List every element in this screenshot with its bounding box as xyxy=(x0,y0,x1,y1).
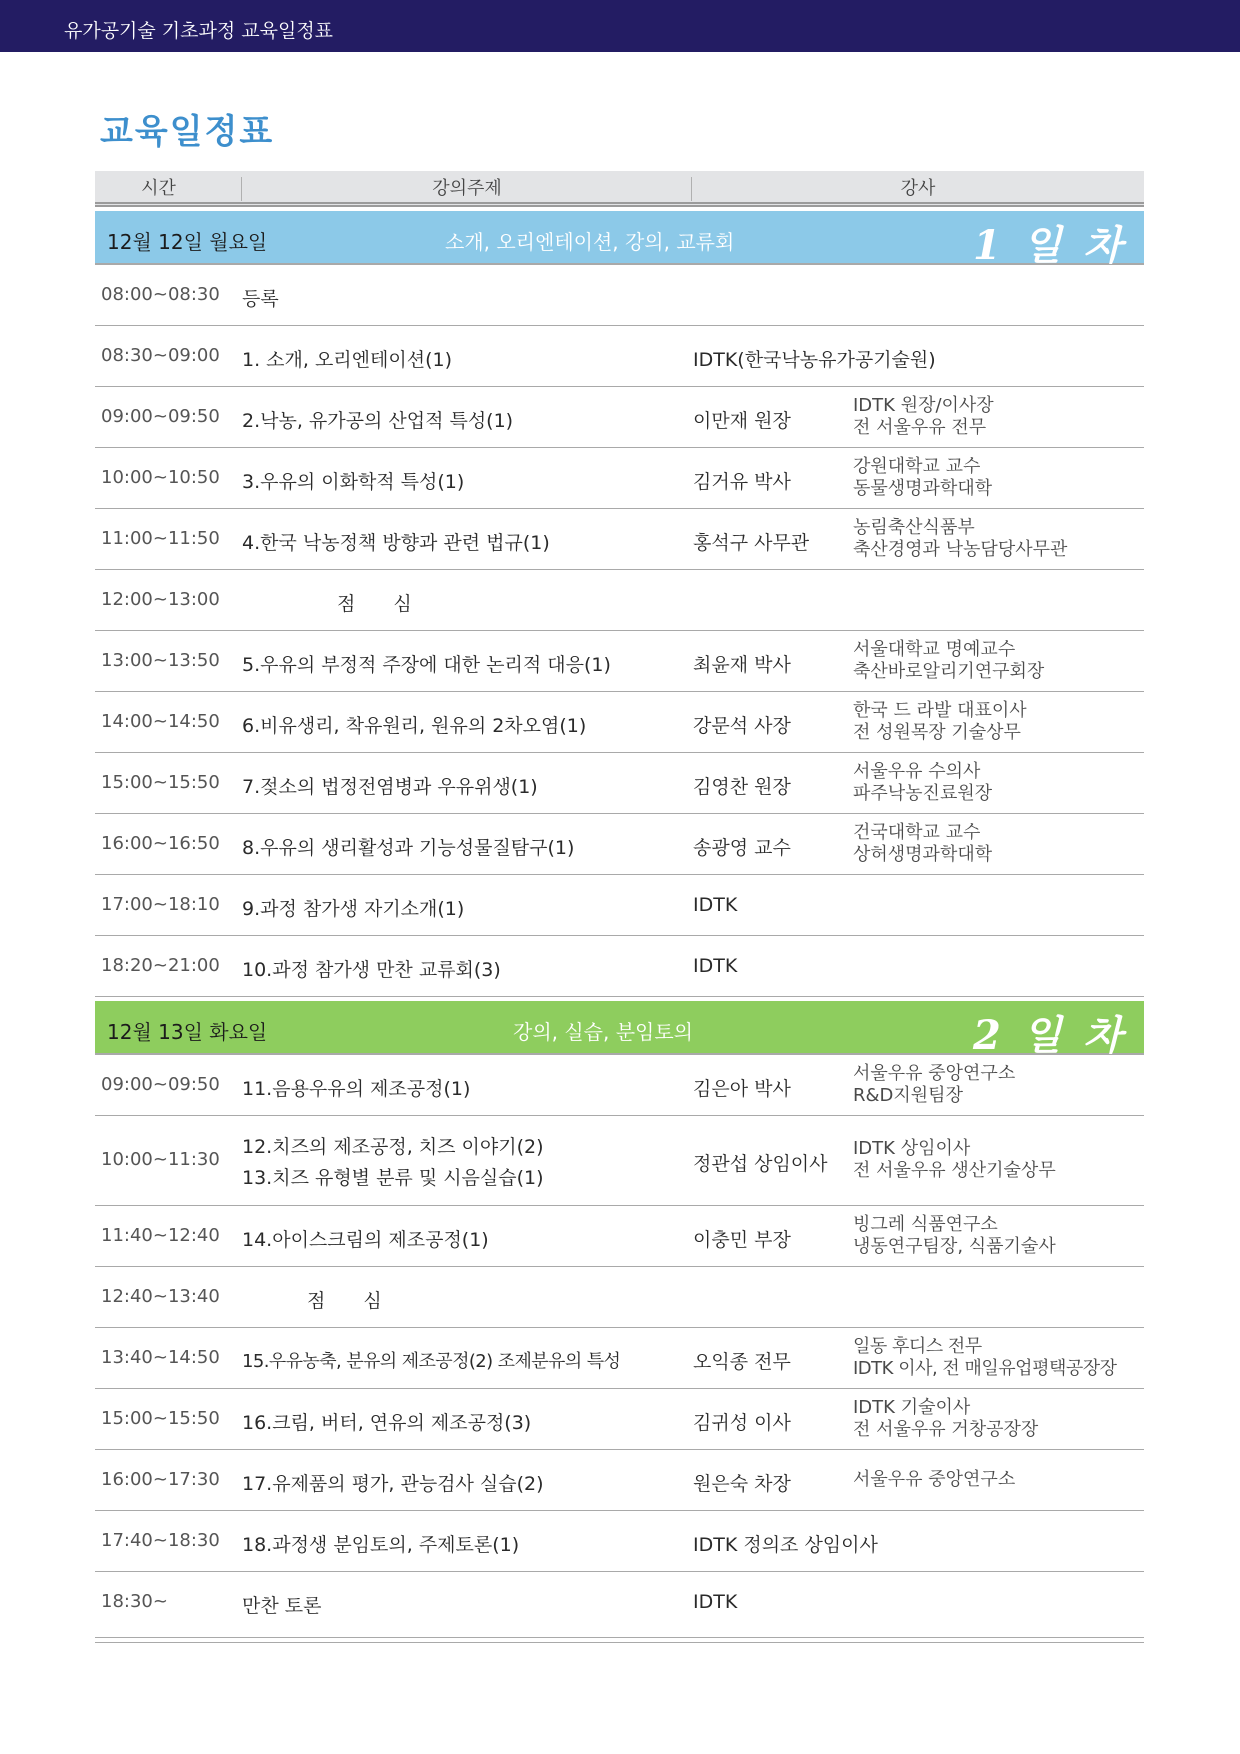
row-speaker: 이충민 부장 xyxy=(693,1229,791,1251)
row-speaker: 정관섭 상임이사 xyxy=(693,1153,828,1175)
row-time: 18:20~21:00 xyxy=(101,955,220,976)
row-affiliation xyxy=(853,761,992,805)
affiliation-line: 빙그레 식품연구소 xyxy=(853,1214,998,1235)
affiliation-line: 동물생명과학대학 xyxy=(853,478,993,499)
affiliation-line: 한국 드 라발 대표이사 xyxy=(853,700,1027,721)
row-topic: 2.낙농, 유가공의 산업적 특성(1) xyxy=(242,410,514,432)
affiliation-line: 건국대학교 교수 xyxy=(853,822,981,843)
table-row xyxy=(95,936,1144,997)
table-row xyxy=(95,387,1144,448)
table-row xyxy=(95,631,1144,692)
row-topic: 16.크림, 버터, 연유의 제조공정(3) xyxy=(242,1412,532,1434)
row-topic: 18.과정생 분임토의, 주제토론(1) xyxy=(242,1534,520,1556)
page-title: 교육일정표 xyxy=(100,112,275,152)
day-header-1 xyxy=(95,211,1144,269)
document-header-title: 유가공기술 기초과정 교육일정표 xyxy=(64,20,334,42)
affiliation-line: 농림축산식품부 xyxy=(853,517,975,538)
table-row xyxy=(95,1328,1144,1389)
row-topic: 1. 소개, 오리엔테이션(1) xyxy=(242,349,452,371)
row-time: 12:40~13:40 xyxy=(101,1286,220,1307)
column-header-topic: 강의주제 xyxy=(432,178,502,199)
row-time: 09:00~09:50 xyxy=(101,406,220,427)
table-row xyxy=(95,448,1144,509)
affiliation-line: 서울대학교 명예교수 xyxy=(853,639,1016,660)
table-row xyxy=(95,875,1144,936)
row-speaker: 홍석구 사무관 xyxy=(693,532,810,554)
row-affiliation xyxy=(853,456,992,500)
affiliation-line: 전 성원목장 기술상무 xyxy=(853,722,1021,743)
row-speaker: 원은숙 차장 xyxy=(693,1473,791,1495)
row-time: 15:00~15:50 xyxy=(101,772,220,793)
column-header-speaker: 강사 xyxy=(900,178,936,199)
row-affiliation xyxy=(853,395,994,439)
row-time: 17:40~18:30 xyxy=(101,1530,220,1551)
row-time: 14:00~14:50 xyxy=(101,711,220,732)
row-time: 15:00~15:50 xyxy=(101,1408,220,1429)
row-time: 09:00~09:50 xyxy=(101,1074,220,1095)
row-affiliation xyxy=(853,822,992,866)
affiliation-line: IDTK 기술이사 xyxy=(853,1397,971,1418)
row-speaker: 김영찬 원장 xyxy=(693,776,791,798)
row-topic: 4.한국 낙농정책 방향과 관련 법규(1) xyxy=(242,532,550,554)
row-affiliation xyxy=(853,700,1027,744)
day-date: 12월 12일 월요일 xyxy=(107,230,268,254)
row-topic: 3.우유의 이화학적 특성(1) xyxy=(242,471,465,493)
row-time: 13:40~14:50 xyxy=(101,1347,220,1368)
row-topic: 6.비유생리, 착유원리, 원유의 2차오염(1) xyxy=(242,715,587,737)
day-theme: 강의, 실습, 분임토의 xyxy=(513,1020,693,1044)
row-affiliation xyxy=(853,1469,1015,1491)
table-row xyxy=(95,509,1144,570)
affiliation-line: 강원대학교 교수 xyxy=(853,456,981,477)
table-header xyxy=(95,171,1144,207)
row-speaker: 강문석 사장 xyxy=(693,715,791,737)
table-row xyxy=(95,814,1144,875)
affiliation-line: 서울우유 수의사 xyxy=(853,761,981,782)
affiliation-line: 축산바로알리기연구회장 xyxy=(853,661,1045,682)
day-date: 12월 13일 화요일 xyxy=(107,1020,268,1044)
table-row xyxy=(95,1389,1144,1450)
row-topic: 10.과정 참가생 만찬 교류회(3) xyxy=(242,959,501,981)
row-speaker: IDTK xyxy=(693,1591,738,1613)
table-row xyxy=(95,1206,1144,1267)
table-row-lunch xyxy=(95,570,1144,631)
row-time: 13:00~13:50 xyxy=(101,650,220,671)
row-affiliation xyxy=(853,639,1044,683)
affiliation-line: IDTK 상임이사 xyxy=(853,1138,971,1159)
row-speaker: IDTK xyxy=(693,894,738,916)
row-speaker: 최윤재 박사 xyxy=(693,654,791,676)
row-topic: 7.젖소의 법정전염병과 우유위생(1) xyxy=(242,776,538,798)
row-speaker: IDTK(한국낙농유가공기술원) xyxy=(693,349,936,371)
table-row xyxy=(95,1116,1144,1206)
affiliation-line: 전 서울우유 전무 xyxy=(853,417,987,438)
row-topic: 15.우유농축, 분유의 제조공정(2) 조제분유의 특성 xyxy=(242,1351,621,1372)
affiliation-line: 파주낙농진료원장 xyxy=(853,783,993,804)
affiliation-line: 냉동연구팀장, 식품기술사 xyxy=(853,1236,1056,1257)
row-speaker: IDTK 정의조 상임이사 xyxy=(693,1534,878,1556)
table-row xyxy=(95,1055,1144,1116)
row-topic: 등록 xyxy=(242,288,279,310)
row-speaker: 김귀성 이사 xyxy=(693,1412,791,1434)
row-affiliation xyxy=(853,517,1067,561)
column-header-time: 시간 xyxy=(141,178,176,199)
top-banner xyxy=(0,0,1240,52)
day-header-2 xyxy=(95,1001,1144,1059)
row-speaker: 이만재 원장 xyxy=(693,410,791,432)
row-topic: 5.우유의 부정적 주장에 대한 논리적 대응(1) xyxy=(242,654,611,676)
table-row xyxy=(95,1511,1144,1572)
row-speaker: 송광영 교수 xyxy=(693,837,791,859)
table-end-rule xyxy=(95,1637,1144,1643)
day-label: 1 일 차 xyxy=(973,222,1126,269)
affiliation-line: 서울우유 중앙연구소 xyxy=(853,1063,1016,1084)
affiliation-line: R&D지원팀장 xyxy=(853,1085,963,1106)
row-time: 12:00~13:00 xyxy=(101,589,220,610)
row-speaker: 김은아 박사 xyxy=(693,1078,791,1100)
row-time: 18:30~ xyxy=(101,1591,168,1612)
row-affiliation xyxy=(853,1063,1015,1107)
row-affiliation xyxy=(853,1138,1056,1182)
day-label: 2 일 차 xyxy=(973,1012,1126,1059)
row-affiliation xyxy=(853,1397,1038,1441)
row-time: 11:00~11:50 xyxy=(101,528,220,549)
affiliation-line: 전 서울우유 생산기술상무 xyxy=(853,1160,1056,1181)
schedule-table xyxy=(95,171,1144,1643)
table-row xyxy=(95,265,1144,326)
affiliation-line: 일동 후디스 전무 xyxy=(853,1336,982,1357)
affiliation-line: 전 서울우유 거창공장장 xyxy=(853,1419,1039,1440)
row-topic: 만찬 토론 xyxy=(242,1595,322,1617)
table-row xyxy=(95,692,1144,753)
row-speaker: 오익종 전무 xyxy=(693,1351,791,1373)
row-affiliation xyxy=(853,1336,1117,1380)
affiliation-line: IDTK 이사, 전 매일유업평택공장장 xyxy=(853,1358,1117,1379)
row-topic: 13.치즈 유형별 분류 및 시음실습(1) xyxy=(242,1167,544,1189)
row-topic: 17.유제품의 평가, 관능검사 실습(2) xyxy=(242,1473,544,1495)
row-topic: 9.과정 참가생 자기소개(1) xyxy=(242,898,465,920)
affiliation-line: 서울우유 중앙연구소 xyxy=(853,1469,1016,1490)
row-time: 08:00~08:30 xyxy=(101,284,220,305)
row-topic: 11.음용우유의 제조공정(1) xyxy=(242,1078,471,1100)
table-row xyxy=(95,1450,1144,1511)
row-time: 16:00~17:30 xyxy=(101,1469,220,1490)
row-time: 11:40~12:40 xyxy=(101,1225,220,1246)
row-speaker: 김거유 박사 xyxy=(693,471,791,493)
row-time: 16:00~16:50 xyxy=(101,833,220,854)
row-affiliation xyxy=(853,1214,1056,1258)
table-row xyxy=(95,326,1144,387)
row-topic: 8.우유의 생리활성과 기능성물질탐구(1) xyxy=(242,837,575,859)
affiliation-line: IDTK 원장/이사장 xyxy=(853,395,994,416)
table-row xyxy=(95,753,1144,814)
row-topic: 14.아이스크림의 제조공정(1) xyxy=(242,1229,489,1251)
lunch-label: 점 심 xyxy=(337,593,412,615)
affiliation-line: 축산경영과 낙농담당사무관 xyxy=(853,539,1068,560)
table-row xyxy=(95,1572,1144,1633)
row-topic: 12.치즈의 제조공정, 치즈 이야기(2) xyxy=(242,1136,544,1158)
row-speaker: IDTK xyxy=(693,955,738,977)
row-time: 17:00~18:10 xyxy=(101,894,220,915)
lunch-label: 점 심 xyxy=(307,1290,382,1312)
row-time: 10:00~11:30 xyxy=(101,1149,220,1170)
day-theme: 소개, 오리엔테이션, 강의, 교류회 xyxy=(445,230,735,254)
affiliation-line: 상허생명과학대학 xyxy=(853,844,993,865)
row-time: 08:30~09:00 xyxy=(101,345,220,366)
table-row-lunch xyxy=(95,1267,1144,1328)
row-time: 10:00~10:50 xyxy=(101,467,220,488)
